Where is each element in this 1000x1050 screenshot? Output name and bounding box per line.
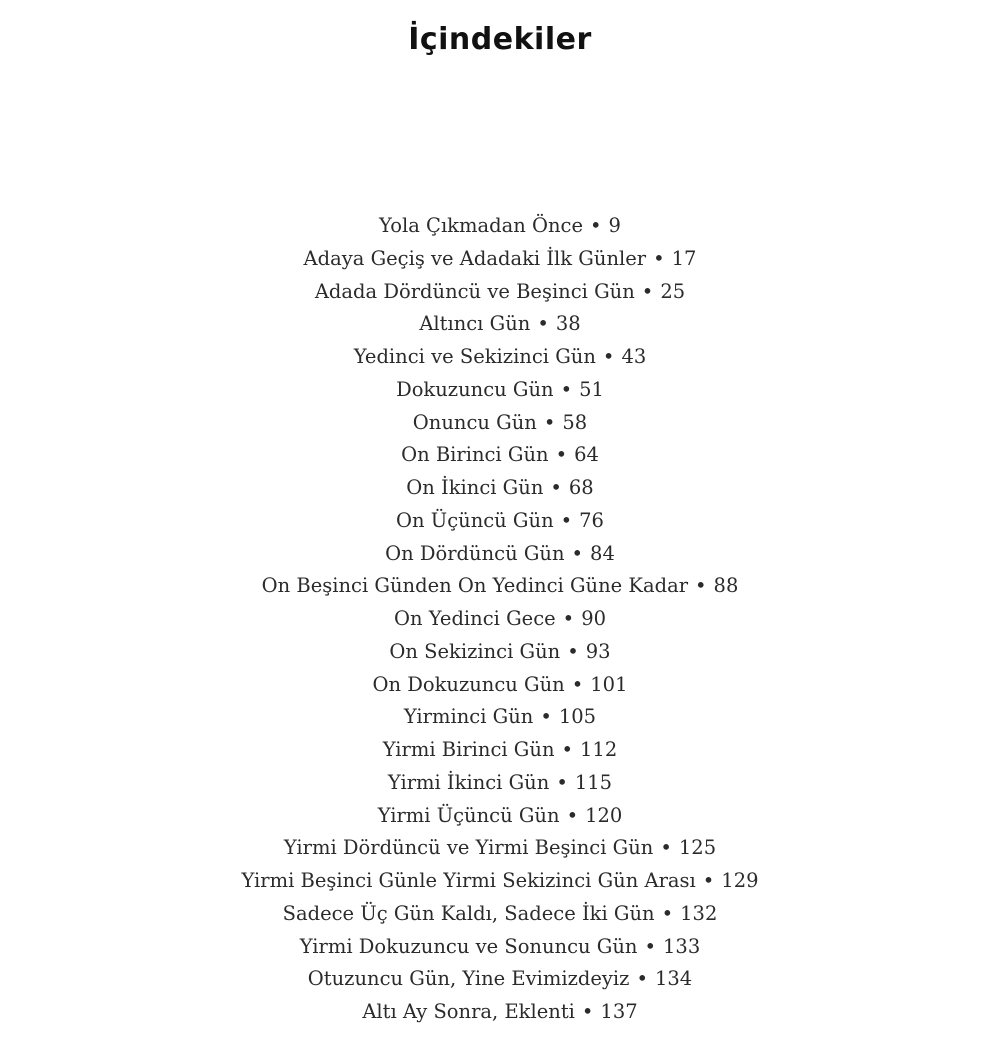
toc-page-number: 133 bbox=[663, 934, 701, 958]
toc-bullet-separator: • bbox=[543, 410, 556, 434]
toc-chapter-title: Yirmi İkinci Gün bbox=[387, 770, 550, 794]
toc-chapter-title: On Yedinci Gece bbox=[393, 607, 556, 630]
toc-page-number: 132 bbox=[680, 901, 718, 925]
toc-bullet-separator: • bbox=[555, 443, 568, 467]
toc-chapter-title: Adada Dördüncü ve Beşinci Gün bbox=[314, 279, 635, 303]
toc-page-number: 76 bbox=[579, 508, 604, 532]
toc-bullet-separator: • bbox=[695, 574, 707, 598]
toc-bullet-separator: • bbox=[641, 279, 654, 303]
toc-page-number: 84 bbox=[590, 541, 615, 565]
toc-page-number: 129 bbox=[721, 869, 759, 892]
toc-bullet-separator: • bbox=[571, 541, 584, 565]
toc-entry bbox=[0, 603, 1000, 636]
toc-chapter-title: Adaya Geçiş ve Adadaki İlk Günler bbox=[303, 246, 647, 270]
toc-page-number: 58 bbox=[562, 410, 588, 434]
toc-bullet-separator: • bbox=[602, 345, 615, 368]
toc-chapter-title: Yola Çıkmadan Önce bbox=[379, 214, 583, 237]
toc-bullet-separator: • bbox=[556, 770, 568, 794]
toc-chapter-title: Yedinci ve Sekizinci Gün bbox=[353, 345, 596, 368]
toc-chapter-title: On Üçüncü Gün bbox=[396, 508, 554, 532]
toc-entry bbox=[0, 767, 1000, 800]
toc-entry bbox=[0, 669, 1000, 702]
toc-bullet-separator: • bbox=[660, 836, 672, 860]
page-title: İçindekiler bbox=[408, 22, 592, 57]
toc-entry bbox=[0, 701, 1000, 734]
toc-page-number: 105 bbox=[558, 705, 597, 729]
toc-chapter-title: On Beşinci Günden On Yedinci Güne Kadar bbox=[261, 574, 689, 598]
toc-bullet-separator: • bbox=[550, 476, 562, 499]
toc-chapter-title: On İkinci Gün bbox=[406, 476, 544, 499]
toc-entry bbox=[0, 407, 1000, 440]
toc-bullet-separator: • bbox=[581, 1000, 594, 1023]
toc-bullet-separator: • bbox=[562, 607, 575, 630]
toc-bullet-separator: • bbox=[702, 869, 715, 892]
toc-bullet-separator: • bbox=[661, 901, 674, 925]
toc-entry bbox=[0, 505, 1000, 538]
toc-chapter-title: Yirmi Dokuzuncu ve Sonuncu Gün bbox=[299, 934, 638, 958]
toc-entry bbox=[0, 374, 1000, 407]
toc-bullet-separator: • bbox=[537, 312, 549, 336]
toc-entry bbox=[0, 963, 1000, 996]
toc-entry bbox=[0, 996, 1000, 1029]
toc-bullet-separator: • bbox=[590, 214, 602, 237]
toc-entry bbox=[0, 538, 1000, 571]
toc-bullet-separator: • bbox=[566, 803, 579, 827]
toc-page-number: 137 bbox=[600, 1000, 638, 1023]
toc-entry bbox=[0, 439, 1000, 472]
toc-chapter-title: Altı Ay Sonra, Eklenti bbox=[362, 1000, 575, 1023]
toc-chapter-title: Dokuzuncu Gün bbox=[396, 377, 554, 401]
toc-bullet-separator: • bbox=[636, 967, 648, 991]
toc-chapter-title: Yirminci Gün bbox=[403, 705, 534, 729]
toc-page-number: 115 bbox=[574, 770, 613, 794]
toc-entry bbox=[0, 472, 1000, 505]
toc-page-number: 17 bbox=[671, 246, 697, 270]
toc-bullet-separator: • bbox=[644, 934, 657, 958]
toc-bullet-separator: • bbox=[653, 246, 665, 270]
toc-page-number: 64 bbox=[574, 443, 599, 467]
toc-entry bbox=[0, 832, 1000, 865]
toc-page-number: 43 bbox=[621, 345, 647, 368]
toc-entry bbox=[0, 636, 1000, 669]
toc-entry bbox=[0, 210, 1000, 243]
toc-entry bbox=[0, 865, 1000, 898]
toc-chapter-title: Altıncı Gün bbox=[419, 312, 531, 336]
toc-bullet-separator: • bbox=[560, 508, 573, 532]
toc-page-number: 120 bbox=[585, 803, 623, 827]
toc-entry bbox=[0, 570, 1000, 603]
toc-page-number: 90 bbox=[581, 607, 607, 630]
toc-page-number: 88 bbox=[713, 574, 739, 598]
toc-chapter-title: Yirmi Dördüncü ve Yirmi Beşinci Gün bbox=[283, 836, 654, 860]
toc-page-number: 9 bbox=[608, 214, 621, 237]
toc-chapter-title: Sadece Üç Gün Kaldı, Sadece İki Gün bbox=[282, 901, 655, 925]
toc-entry bbox=[0, 800, 1000, 833]
toc-entry bbox=[0, 734, 1000, 767]
toc-page-number: 112 bbox=[580, 738, 618, 761]
toc-entry bbox=[0, 243, 1000, 276]
toc-list bbox=[0, 210, 1000, 1029]
toc-entry bbox=[0, 898, 1000, 931]
toc-chapter-title: On Sekizinci Gün bbox=[389, 639, 561, 663]
toc-page-number: 101 bbox=[590, 672, 628, 696]
toc-entry bbox=[0, 276, 1000, 309]
toc-chapter-title: Yirmi Birinci Gün bbox=[382, 738, 555, 761]
toc-bullet-separator: • bbox=[567, 639, 579, 663]
toc-bullet-separator: • bbox=[561, 738, 574, 761]
toc-page-number: 25 bbox=[660, 279, 686, 303]
toc-page-number: 125 bbox=[678, 836, 717, 860]
toc-page-number: 93 bbox=[585, 639, 611, 663]
toc-bullet-separator: • bbox=[571, 672, 584, 696]
toc-chapter-title: Onuncu Gün bbox=[412, 410, 537, 434]
toc-page-number: 134 bbox=[654, 967, 693, 991]
toc-chapter-title: On Dördüncü Gün bbox=[385, 541, 565, 565]
toc-page-number: 38 bbox=[555, 312, 581, 336]
toc-chapter-title: Otuzuncu Gün, Yine Evimizdeyiz bbox=[307, 967, 630, 991]
toc-entry bbox=[0, 308, 1000, 341]
toc-entry bbox=[0, 931, 1000, 964]
toc-chapter-title: Yirmi Beşinci Günle Yirmi Sekizinci Gün Arası bbox=[241, 869, 696, 892]
toc-page-number: 68 bbox=[568, 476, 594, 499]
toc-chapter-title: Yirmi Üçüncü Gün bbox=[377, 803, 560, 827]
toc-bullet-separator: • bbox=[540, 705, 552, 729]
toc-bullet-separator: • bbox=[560, 377, 573, 401]
toc-chapter-title: On Birinci Gün bbox=[401, 443, 549, 467]
toc-entry bbox=[0, 341, 1000, 374]
toc-chapter-title: On Dokuzuncu Gün bbox=[372, 672, 565, 696]
toc-page-number: 51 bbox=[579, 377, 604, 401]
